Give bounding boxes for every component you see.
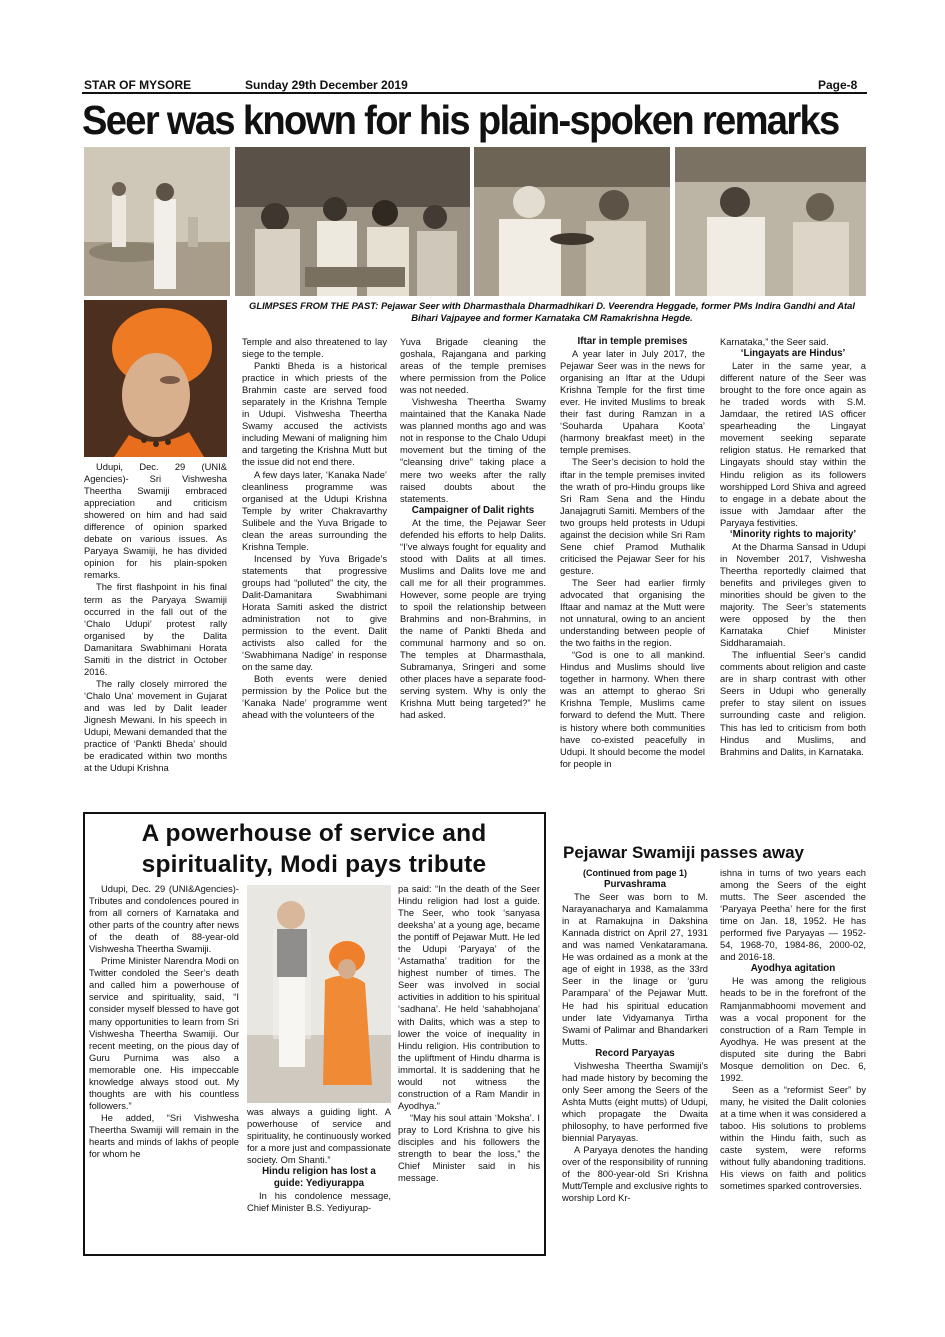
header-rule <box>82 92 867 94</box>
paragraph: Yuva Brigade cleaning the goshala, Rajangana and parking areas of the temple premises where permission from the Police was not needed. <box>400 337 546 396</box>
article-column-5 <box>720 336 866 758</box>
paragraph: Temple and also threatened to lay siege to the temple. <box>242 337 387 360</box>
paragraph: The rally closely mirrored the ‘Chalo Una’ movement in Gujarat and was led by Dalit leader Jignesh Mewani. In his speech in Udupi, Mewani demanded that the practice of ‘Pankti Bheda’ should be eradicated within two months at the Udupi Krishna <box>84 678 227 774</box>
photo-seer-portrait-icon <box>84 300 227 457</box>
photo-hegde-icon <box>675 147 866 296</box>
article-column-1 <box>84 461 227 774</box>
main-headline: Seer was known for his plain-spoken remarks <box>82 97 839 143</box>
passes-column-1 <box>562 867 708 1204</box>
page-number: Page-8 <box>818 78 858 92</box>
photo-seer-standing-icon <box>84 147 230 296</box>
subheading-dalit-rights: Campaigner of Dalit rights <box>411 504 535 516</box>
paragraph: At the Dharma Sansad in Udupi in November 2017, Vishwesha Theertha reportedly claimed that benefits and privileges given to minorities should be given to the majority. The Seer’s statements were opposed by the then Karnataka Chief Minister Siddharamaiah. <box>720 541 866 649</box>
caption-lead: GLIMPSES FROM THE PAST: <box>249 300 379 311</box>
modi-column-2 <box>247 1106 391 1214</box>
paragraph: Seen as a “reformist Seer” by many, he visited the Dalit colonies at a time when it was considered a taboo. His solutions to problems within the Hindu faith, such as caste system, were reforms without fully abandoning traditions. His views on faith and politics sometimes sparked controversies. <box>720 1084 866 1192</box>
photo-indira-gandhi-icon <box>235 147 470 296</box>
paragraph: Prime Minister Narendra Modi on Twitter condoled the Seer’s death and called him a powerhouse of service and spirituality, said, “I consider myself blessed to have got many opportunities to learn from Sri Vishwesha Theertha Swamiji. Our recent meeting, on the pious day of Guru Purnima was also a memorable one. His impeccable knowledge always stood out. My thoughts are with his countless followers.” <box>89 956 239 1111</box>
paragraph: Udupi, Dec. 29 (UNI&Agencies)- Tributes and condolences poured in from all corners of Karnataka and other parts of the country after news of the death of 88-year-old Vishwesha Theertha Swamiji. <box>89 884 239 955</box>
paragraph: Vishwesha Theertha Swamy maintained that the Kanaka Nade was planned months ago and was not in response to the Chalo Udupi movement but the timing of the “cleansing drive” taking place a mere two weeks after the rally raised doubts about the statements. <box>400 397 546 504</box>
newspaper-name: STAR OF MYSORE <box>84 78 192 92</box>
paragraph: Incensed by Yuva Brigade’s statements that progressive groups had “polluted” the city, the Dalit-Damanitara Swabhimani Horata Samiti asked the district administration not to give permission to the event. Dalit activists also called for the ‘Swabhimana Nadige’ in response on the same day. <box>242 553 387 673</box>
paragraph: Vishwesha Theertha Swamiji’s had made history by becoming the only Seer among the Seers of the Ashta Mutts (eight mutts) of Udupi, which propagate the Dwaita philosophy, to have performed five biennial Paryayas. <box>562 1060 708 1144</box>
issue-date: Sunday 29th December 2019 <box>245 78 408 92</box>
paragraph: At the time, the Pejawar Seer defended his efforts to help Dalits. “I’ve always fought for equality and stood with Dalits at all times. Muslims and Dalits love me and call me for all their programmes. However, some people are trying to spoil the relationship between Brahmins and non-Brahmins, in the name of Pankti Bheda and communal harmony and so on. The temples at Dharmasthala, Subramanya, Sringeri and some other places have a separate food-serving system. Why is only the Krishna Mutt being targeted?” he had asked. <box>400 517 546 721</box>
continued-note: (Continued from page 1) <box>583 868 687 878</box>
modi-column-3 <box>398 883 540 1184</box>
subheading-minority-rights: ‘Minority rights to majority’ <box>729 528 857 540</box>
subheading-iftar: Iftar in temple premises <box>577 336 688 347</box>
paragraph: “May his soul attain ‘Moksha’. I pray to Lord Krishna to give his disciples and his followers the strength to bear the loss,” the Chief Minister said in his message. <box>398 1112 540 1184</box>
paragraph: Pankti Bheda is a historical practice in which priests of the Brahmin caste are served food separately in the Krishna Temple in Udupi. Vishwesha Theertha Swamy accused the activists including Mewani of maligning him and targeting the Krishna Mutt but the issue did not end there. <box>242 361 387 468</box>
paragraph: Later in the same year, a different nature of the Seer was brought to the fore once again as he traded words with S.M. Jamdaar, the retired IAS officer spearheading the Lingayat movement seeking separate religion status. He remarked that Lingayats should stay within the Hindu religion as its followers worshipped Lord Shiva and agreed to engage in a debate about the issue with Jamdaar after the Paryaya festivities. <box>720 361 866 528</box>
subheading-purvashrama: Purvashrama <box>603 879 667 891</box>
paragraph: A Paryaya denotes the handing over of the responsibility of running of the 800-year-old Sri Krishna Mutt/Temple and exclusive rights to worship Lord Kr- <box>562 1145 708 1204</box>
paragraph: The Seer’s decision to hold the iftar in the temple premises invited the wrath of pro-Hindu groups like Sri Ram Sena and the Hindu Janajagruti Samiti. Members of the two groups held protests in Udupi against the decision while Sri Ram Sene chief Pramod Muthalik criticised the Pejawar Seer for his gesture. <box>560 457 705 576</box>
paragraph: pa said: “In the death of the Seer Hindu religion had lost a guide. The Seer, who took ‘sanyasa deeksha’ at a young age, became the pontiff of Pejawar Mutt. He led the Udupi ‘Paryaya’ of the ‘Astamatha’ tradition for the highest number of times. The Seer was involved in social activities in addition to his spiritual ‘sadhana’. He held ‘sahabhojana’ with Dalits, which was a step to lower the voice of inequality in Hindu religion. His contribution to the upliftment of Hindu dharma is immortal. It is saddening that he would not witness the construction of a Ram Mandir in Ayodhya.” <box>398 884 540 1111</box>
passes-column-2 <box>720 867 866 1192</box>
passes-away-title: Pejawar Swamiji passes away <box>563 843 804 862</box>
paragraph: A few days later, ‘Kanaka Nade’ cleanliness programme was organised at the Udupi Krishna Temple by writer Chakravarthy Sulibele and the Yuva Brigade to clean the areas surrounding the Krishna Temple. <box>242 469 387 552</box>
paragraph: He added, “Sri Vishwesha Theertha Swamiji will remain in the hearts and minds of lakhs of people for whom he <box>89 1112 239 1160</box>
article-column-4 <box>560 336 705 770</box>
photo-vajpayee-icon <box>474 147 670 296</box>
paragraph: The first flashpoint in his final term as the Paryaya Swamiji occurred in the fall out of the ‘Chalo Udupi’ protest rally organised by the Dalita Damanitara Swabhimani Horata Samiti in the district in October 2016. <box>84 582 227 677</box>
article-column-2 <box>242 336 387 722</box>
paragraph: ishna in turns of two years each among the Seers of the eight mutts. The Seer ascended the ‘Paryaya Peetha’ here for the first time on Jan. 18, 1952. He has performed five Paryayas — 1952-54, 1968-70, 1984-86, 2000-02, and 2016-18. <box>720 868 866 963</box>
modi-article-title: A powerhouse of service and spirituality, Modi pays tribute <box>141 820 487 878</box>
caption-text: Pejawar Seer with Dharmasthala Dharmadhikari D. Veerendra Heggade, former PMs Indira Gandhi and Atal Bihari Vajpayee and former Karnataka CM Ramakrishna Hegde. <box>381 300 855 323</box>
modi-column-1 <box>89 883 239 1160</box>
paragraph: The influential Seer’s candid comments about religion and caste are in sharp contrast with other Seers in Udupi who generally prefer to stay silent on issues surrounding caste and religion. This has led to criticism from both Hindus and Muslims, and Brahmins and Dalits, in Karnataka. <box>720 650 866 757</box>
paragraph: “God is one to all mankind. Hindus and Muslims should live together in harmony. When there was an attempt to gherao Sri Krishna Temple, Muslims came forward to defend the Mutt. There is history where both communities have co-existed peacefully in Udupi. It should become the model for people in <box>560 650 705 769</box>
paragraph: The Seer was born to M. Narayanacharya and Kamalamma in at Ramakujna in Dakshina Kannada district on April 27, 1931 and was named Venkataramana. He was ordained as a monk at the age of eight in 1938, as the 33rd Seer in the linage or ‘guru Parampara’ of the Pejawar Mutt. He had his spiritual education under late Vidyamanya Tirtha Swami of Palimar and Bhandarkeri Mutts. <box>562 892 708 1047</box>
paragraph: He was among the religious heads to be in the forefront of the Ramjanmabhoomi movement and was a vocal proponent for the construction of a Ram Temple in Ayodhya. He was present at the disputed site during the Babri Mosque demolition on Dec. 6, 1992. <box>720 976 866 1083</box>
article-column-3 <box>400 336 546 722</box>
paragraph: A year later in July 2017, the Pejawar Seer was in the news for organising an Iftar at the Udupi Krishna Temple for the first time ever. He invited Muslims to break their fast during Ramzan in a ‘Souharda Upahara Koota’ (harmony breakfast meet) in the temple premises. <box>560 349 705 456</box>
paragraph: The Seer had earlier firmly advocated that organising the Iftaar and namaz at the Mutt were not unnatural, owing to an ancient understanding between people of the two faiths in the region. <box>560 577 705 649</box>
paragraph: Udupi, Dec. 29 (UNI& Agencies)- Sri Vishwesha Theertha Swamiji embraced appreciation and criticism showered on him and had said difference of opinion sparked debate on various issues. As Paryaya Swamiji, he has divided opinion for his plain-spoken remarks. <box>84 462 227 581</box>
subheading-ayodhya: Ayodhya agitation <box>750 963 836 975</box>
photo-caption <box>237 300 867 324</box>
paragraph: was always a guiding light. A powerhouse of service and spirituality, he continuously worked for a more just and compassionate society. Om Shanti.” <box>247 1107 391 1166</box>
photo-modi-seer-icon <box>247 885 391 1103</box>
paragraph: Karnataka,” the Seer said. <box>720 337 829 347</box>
paragraph: Both events were denied permission by the Police but the ‘Kanaka Nade’ programme went ahead with the volunteers of the <box>242 674 387 721</box>
paragraph: In his condolence message, Chief Minister B.S. Yediyurap- <box>247 1191 391 1214</box>
subheading-yediyurappa: Hindu religion has lost a guide: Yediyurappa <box>262 1166 376 1190</box>
subheading-lingayats: ‘Lingayats are Hindus’ <box>740 348 846 360</box>
subheading-record-paryayas: Record Paryayas <box>595 1047 675 1059</box>
